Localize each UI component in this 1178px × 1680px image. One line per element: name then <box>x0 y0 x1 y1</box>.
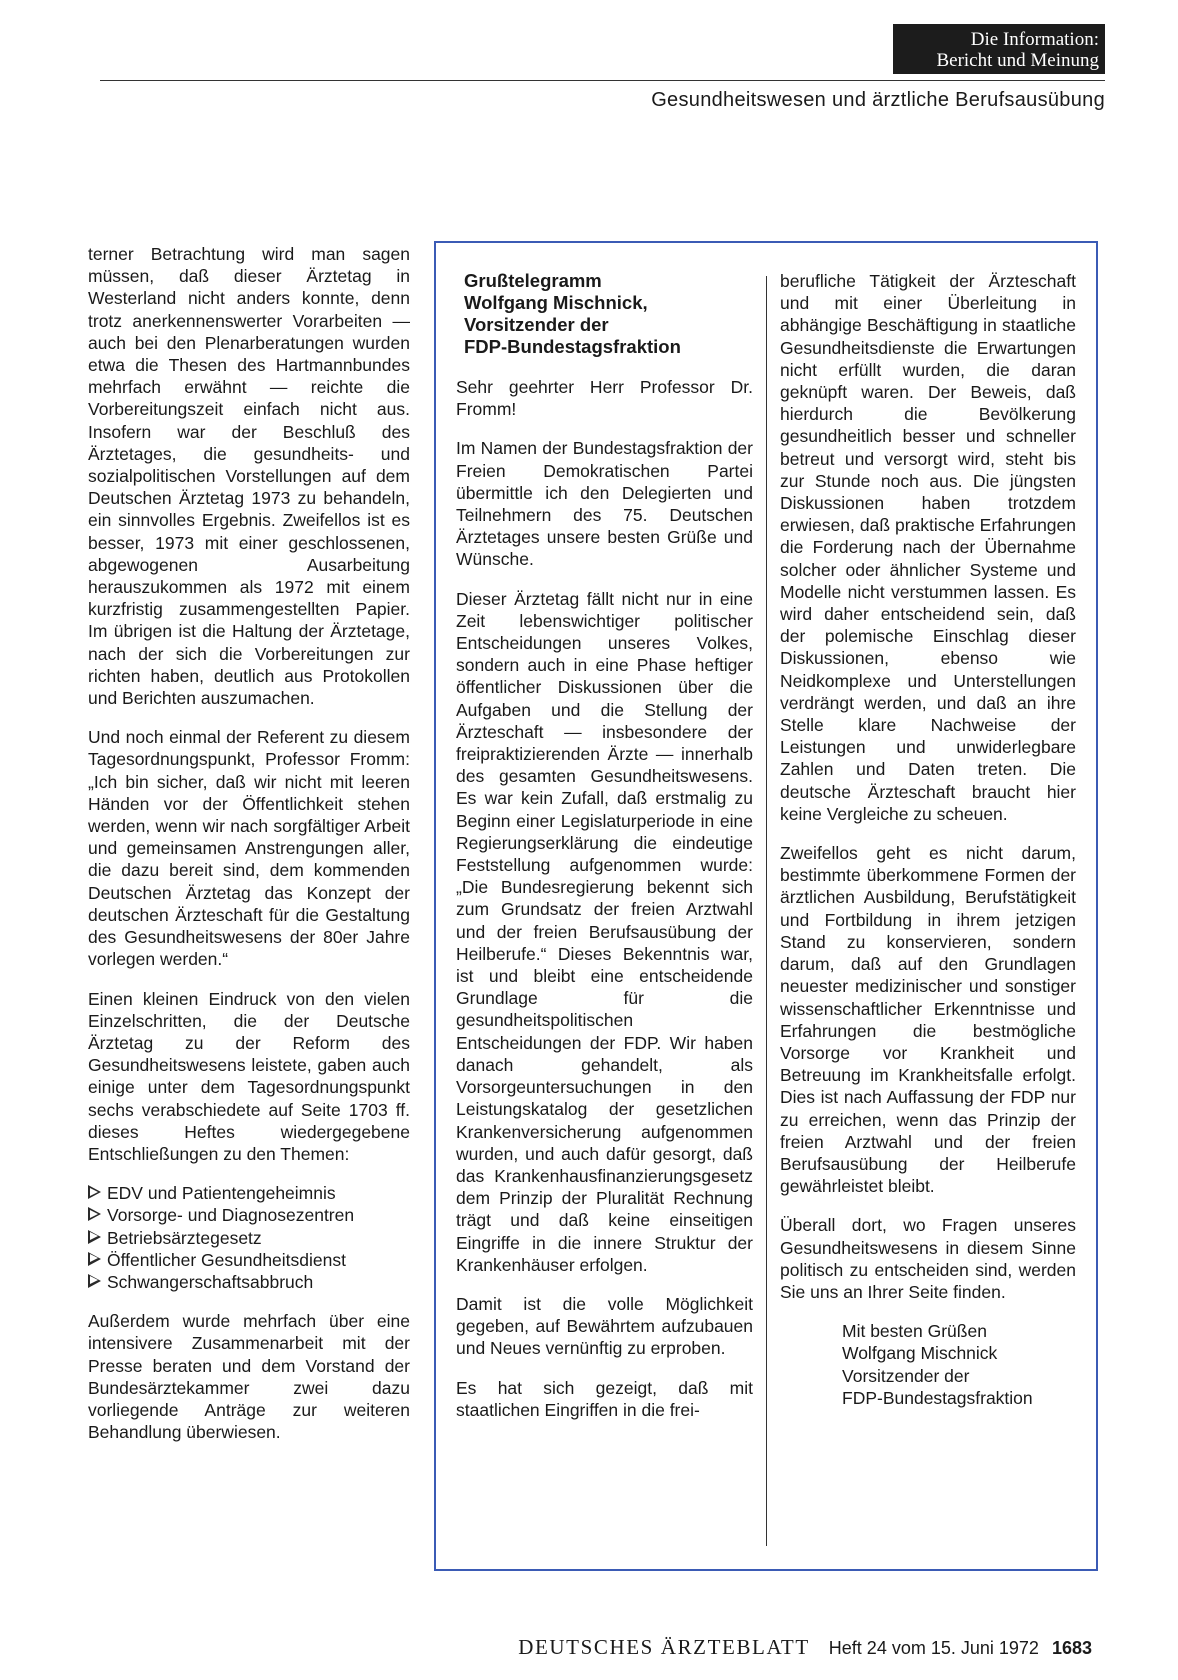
header-rule <box>100 80 1105 81</box>
telegram-signature: Mit besten Grüßen Wolfgang Mischnick Vorsitzender der FDP-Bundestagsfraktion <box>842 1321 1033 1408</box>
topic-item: Vorsorge- und Diagnosezentren <box>88 1204 410 1226</box>
left-paragraph: terner Betrachtung wird man sagen müssen, daß dieser Ärztetag in Westerland nicht anders konnte, denn trotz anerkennenswerter Vorarbeiten — auch bei den Plenarberatungen wurden etwa die Thesen des Hartmannbundes mehrfach erwähnt — reichte die Vorbereitungszeit einfach nicht aus. Insofern war der Beschluß des Ärztetages, die gesundheits- und sozialpolitischen Vorstellungen auf dem Deutschen Ärztetag 1973 zu behandeln, ein sinnvolles Ergebnis. Zweifellos ist es besser, 1973 mit einer geschlossenen, abgewogenen Ausarbeitung herauszukommen als 1972 mit einem kurzfristig zusammengestellten Papier. Im übrigen ist die Haltung der Ärztetage, nach der sich die Vorbereitungen zur richten haben, deutlich aus Protokollen und Berichten auszumachen. <box>88 244 410 709</box>
triangle-bullet-icon <box>88 1252 101 1266</box>
section-badge-line2: Bericht und Meinung <box>936 50 1099 71</box>
telegram-paragraph: Zweifellos geht es nicht darum, bestimmte überkommene Formen der ärztlichen Ausbildung, Berufstätigkeit und Fortbildung in ihrem jetzigen Stand zu konservieren, sondern darum, daß auf den Grundlagen neuester medizinischer und sonstiger wissenschaftlicher Erkenntnisse und Erfahrungen die bestmögliche Vorsorge vor Krankheit und Betreuung im Krankheitsfalle erfolgt. Dies ist nach Auffassung der FDP nur zu erreichen, wenn das Prinzip der freien Arztwahl und der freien Berufsausübung der Heilberufe gewährleistet bleibt. <box>780 843 1076 1197</box>
telegram-paragraph: berufliche Tätigkeit der Ärzteschaft und mit einer Überleitung in abhängige Beschäftigung in staatliche Gesundheitsdienste die Erwartungen nicht erfüllt wurden, die daran geknüpft waren. Der Beweis, daß hierdurch die Bevölkerung gesundheitlich besser und schneller betreut und versorgt wird, steht bis zur Stunde noch aus. Die jüngsten Diskussionen haben trotzdem erwiesen, daß praktische Erfahrungen die Forderung nach der Übernahme solcher oder ähnlicher Systeme und Modelle nicht verstummen lassen. Es wird daher entscheidend sein, daß der polemische Einschlag dieser Diskussionen, ebenso wie Neidkomplexe und Unterstellungen verdrängt werden, und daß an ihre Stelle klare Nachweise der Leistungen und unwiderlegbare Zahlen und Daten treten. Die deutsche Ärzteschaft braucht hier keine Vergleiche zu scheuen. <box>780 271 1076 824</box>
telegram-column-2 <box>780 270 1076 1409</box>
section-badge-line1: Die Information: <box>970 29 1099 50</box>
telegram-salutation: Sehr geehrter Herr Professor Dr. Fromm! <box>456 377 753 420</box>
left-paragraph: Und noch einmal der Referent zu diesem Tagesordnungspunkt, Professor Fromm: „Ich bin sicher, daß wir nicht mit leeren Händen vor der Öffentlichkeit stehen werden, wenn wir nach sorgfältiger Arbeit und gemeinsamen Anstrengungen aller, die dazu bereit sind, dem kommenden Deutschen Ärztetag das Konzept der deutschen Ärzteschaft für die Gestaltung des Gesundheitswesens der 80er Jahre vorlegen werden.“ <box>88 727 410 970</box>
telegram-column-divider <box>766 276 767 1546</box>
page-footer <box>518 1635 1092 1660</box>
section-title: Gesundheitswesen und ärztliche Berufsausübung <box>651 89 1105 111</box>
telegram-column-1 <box>456 270 753 1438</box>
topic-item: Betriebsärztegesetz <box>88 1227 410 1249</box>
triangle-bullet-icon <box>88 1185 101 1199</box>
triangle-bullet-icon <box>88 1207 101 1221</box>
telegram-title: Grußtelegramm Wolfgang Mischnick, Vorsitzender der FDP-Bundestagsfraktion <box>464 270 681 357</box>
left-paragraph: Einen kleinen Eindruck von den vielen Einzelschritten, die der Deutsche Ärztetag zu der Reform des Gesundheitswesens leistete, gaben auch einige unter dem Tagesordnungspunkt sechs verabschiedete auf Seite 1703 ff. dieses Heftes wiedergegebene Entschließungen zu den Themen: <box>88 988 410 1164</box>
triangle-bullet-icon <box>88 1230 101 1244</box>
issue-info: Heft 24 vom 15. Juni 1972 <box>828 1638 1039 1658</box>
journal-name: DEUTSCHES ÄRZTEBLATT <box>518 1635 810 1659</box>
topic-list <box>88 1182 410 1293</box>
telegram-paragraph: Dieser Ärztetag fällt nicht nur in eine Zeit lebenswichtiger politischer Entscheidungen unseres Volkes, sondern auch in eine Phase heftiger öffentlicher Diskussionen über die Aufgaben und die Stellung der Ärzteschaft — insbesondere der freipraktizierenden Ärzte — innerhalb des gesamten Gesundheitswesens. Es war kein Zufall, daß erstmalig zu Beginn einer Legislaturperiode in eine Regierungserklärung die eindeutige Feststellung aufgenommen wurde: „Die Bundesregierung bekennt sich zum Grundsatz der freien Arztwahl und der freien Berufsausübung der Heilberufe.“ Dieses Bekenntnis war, ist und bleibt eine entscheidende Grundlage für die gesundheitspolitischen Entscheidungen der FDP. Wir haben danach gehandelt, als Vorsorgeuntersuchungen in den Leistungskatalog der gesetzlichen Krankenversicherung aufgenommen wurden, und auch dafür gesorgt, daß das Krankenhausfinanzierungsgesetz dem Prinzip der Pluralität Rechnung trägt und daß keine einseitigen Eingriffe in die innere Struktur der Krankenhäuser erfolgen. <box>456 588 753 1275</box>
topic-item: Öffentlicher Gesundheitsdienst <box>88 1249 410 1271</box>
telegram-paragraph: Damit ist die volle Möglichkeit gegeben, auf Bewährtem aufzubauen und Neues vernünftig zu erproben. <box>456 1293 753 1359</box>
left-closing-paragraph: Außerdem wurde mehrfach über eine intensivere Zusammenarbeit mit der Presse beraten und dem Vorstand der Bundesärztekammer zwei dazu vorliegende Anträge zur weiteren Behandlung überwiesen. <box>88 1311 410 1443</box>
telegram-paragraph: Überall dort, wo Fragen unseres Gesundheitswesens in diesem Sinne politisch zu entscheiden sind, werden Sie uns an Ihrer Seite finden. <box>780 1215 1076 1302</box>
triangle-bullet-icon <box>88 1274 101 1288</box>
left-column <box>88 243 410 1460</box>
topic-item: EDV und Patientengeheimnis <box>88 1182 410 1204</box>
telegram-paragraph: Es hat sich gezeigt, daß mit staatlichen Eingriffen in die frei- <box>456 1377 753 1420</box>
telegram-paragraph: Im Namen der Bundestagsfraktion der Freien Demokratischen Partei übermittle ich den Delegierten und Teilnehmern des 75. Deutschen Ärztetages unsere besten Grüße und Wünsche. <box>456 438 753 570</box>
section-badge <box>893 24 1105 74</box>
page-number: 1683 <box>1051 1638 1092 1658</box>
topic-item: Schwangerschaftsabbruch <box>88 1271 410 1293</box>
